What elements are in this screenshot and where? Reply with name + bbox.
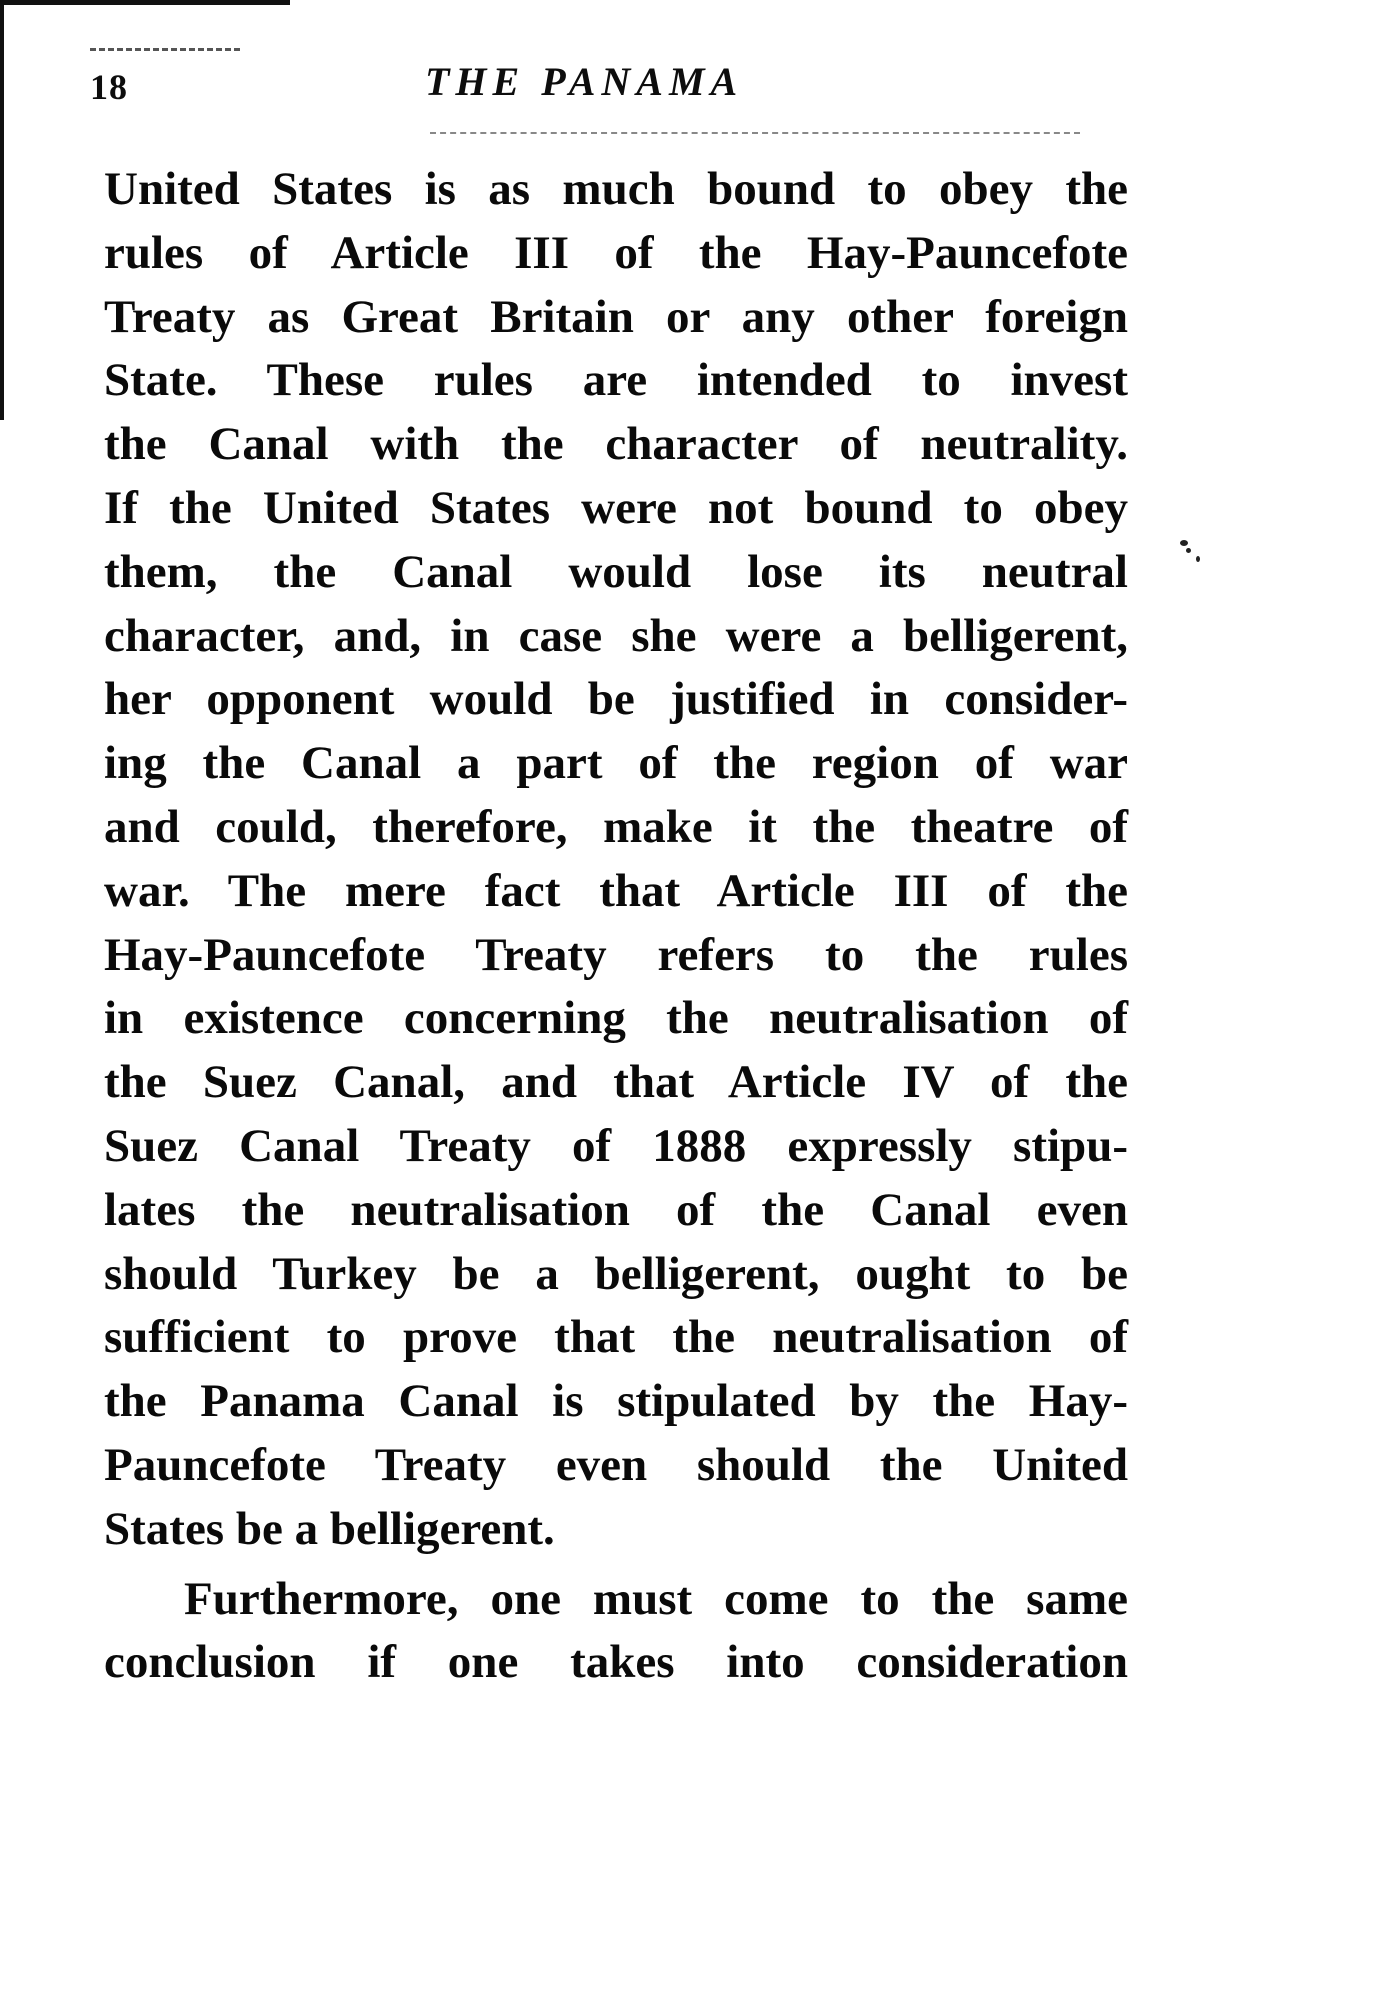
text-line: the Canal with the character of neutrality.	[104, 418, 1128, 471]
text-line: rules of Article III of the Hay-Pauncefote	[104, 226, 1128, 279]
text-line: States be a belligerent.	[104, 1502, 555, 1555]
scan-speck	[1186, 548, 1191, 553]
text-line: United States is as much bound to obey the	[104, 163, 1128, 215]
text-line: war. The mere fact that Article III of the	[104, 864, 1128, 917]
text-line: Furthermore, one must come to the same	[184, 1572, 1128, 1625]
text-line: her opponent would be justified in consider-	[104, 673, 1128, 726]
running-head	[90, 58, 1130, 128]
text-line: conclusion if one takes into consideration	[104, 1636, 1128, 1689]
header-rule-left	[90, 48, 240, 51]
text-line: Hay-Pauncefote Treaty refers to the rules	[104, 928, 1128, 981]
paragraph	[104, 158, 1128, 1562]
text-line: the Suez Canal, and that Article IV of the	[104, 1056, 1128, 1109]
text-line: should Turkey be a belligerent, ought to be	[104, 1247, 1128, 1300]
text-line: them, the Canal would lose its neutral	[104, 545, 1128, 598]
text-line: Suez Canal Treaty of 1888 expressly stipu-	[104, 1119, 1128, 1172]
running-title: THE PANAMA	[425, 59, 744, 104]
text-line: character, and, in case she were a belligerent,	[104, 609, 1128, 662]
text-line: State. These rules are intended to invest	[104, 354, 1128, 407]
scan-speck	[1196, 556, 1200, 562]
text-line: the Panama Canal is stipulated by the Hay-	[104, 1375, 1128, 1428]
paragraph	[104, 1568, 1128, 1696]
text-line: sufficient to prove that the neutralisation of	[104, 1311, 1128, 1364]
scan-edge-shadow	[0, 0, 4, 420]
page-number: 18	[90, 67, 128, 107]
text-line: in existence concerning the neutralisation of	[104, 992, 1128, 1045]
text-line: lates the neutralisation of the Canal even	[104, 1183, 1128, 1236]
body-text	[104, 158, 1128, 1695]
text-line: Treaty as Great Britain or any other foreign	[104, 290, 1128, 343]
text-line: Pauncefote Treaty even should the United	[104, 1438, 1128, 1491]
header-rule-right	[430, 132, 1080, 134]
text-line: and could, therefore, make it the theatre of	[104, 800, 1128, 853]
scan-speck	[1180, 540, 1188, 546]
scan-top-edge	[0, 0, 290, 5]
text-line: ing the Canal a part of the region of war	[104, 737, 1128, 790]
text-line: If the United States were not bound to obey	[104, 481, 1128, 534]
